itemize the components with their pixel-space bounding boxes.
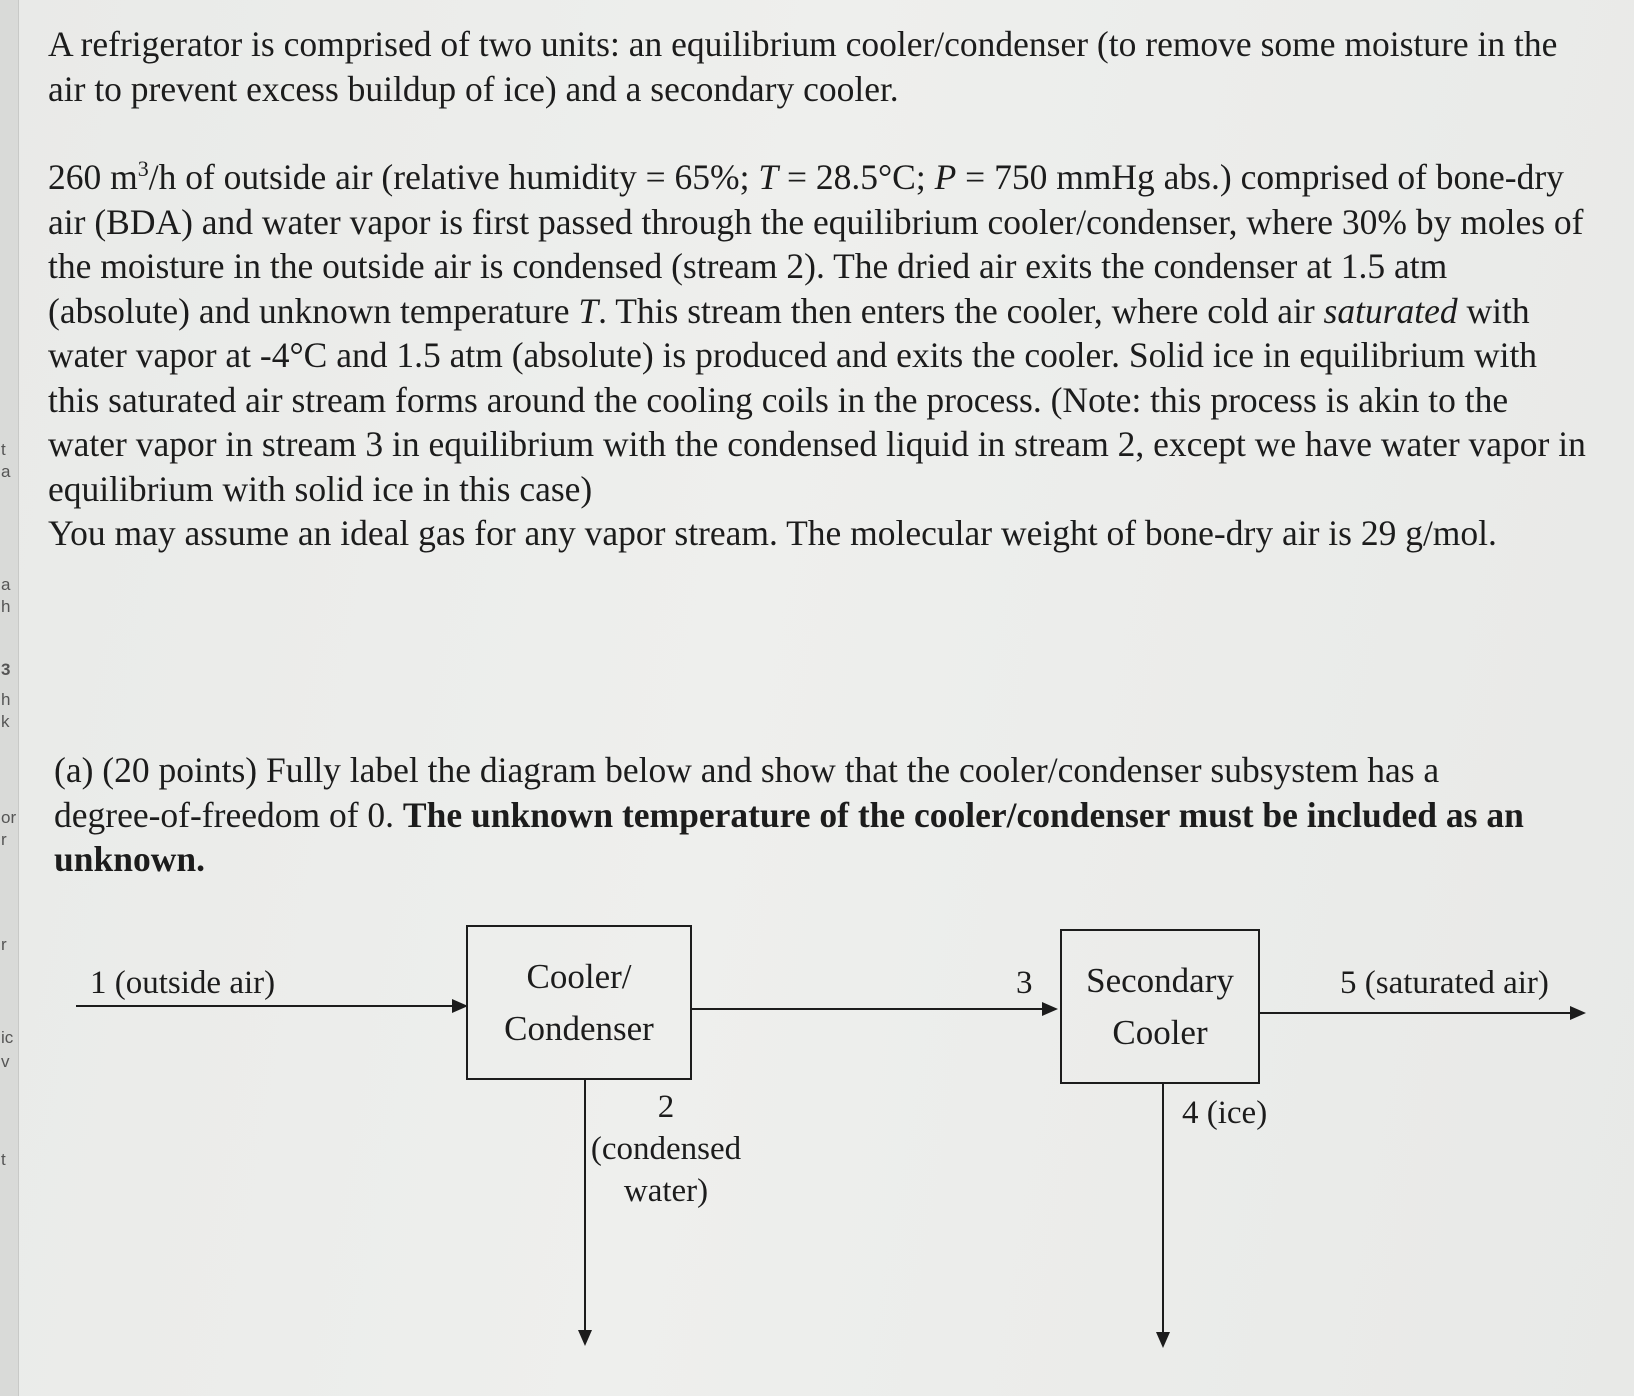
unit-1-label-line2: Condenser <box>504 1008 654 1048</box>
margin-fragment: a <box>1 462 11 481</box>
unit-2-label-line1: Secondary <box>1086 960 1234 1000</box>
stream-4-line <box>1162 1084 1164 1334</box>
arrow-right-icon <box>1570 1006 1586 1020</box>
margin-fragment: t <box>1 440 6 459</box>
stream-2-number: 2 <box>657 1089 675 1125</box>
margin-fragment: or <box>1 808 17 827</box>
part-a-text: (a) (20 points) Fully label the diagram below and show that the cooler/condenser subsystem has a degree-of-freedom of 0. <box>54 750 1440 835</box>
intro-paragraph: A refrigerator is comprised of two units: an equilibrium cooler/condenser (to remove some moisture in the air to prevent excess buildup of ice) and a secondary cooler. <box>48 24 1558 109</box>
margin-fragment: k <box>1 712 10 731</box>
stream-2-label-line2: water) <box>623 1173 709 1209</box>
unit-1-label-line1: Cooler/ <box>526 956 632 996</box>
arrow-right-icon <box>1042 1002 1058 1016</box>
stream-5-label: 5 (saturated air) <box>1340 965 1549 1001</box>
margin-fragment: 3 <box>1 660 11 679</box>
margin-fragment: h <box>1 597 11 616</box>
stream-1-line <box>76 1005 454 1007</box>
process-description-paragraph: 260 $m^3/h$ of outside air (relative humidity = 65%; T = 28.5°C; P = 750 mmHg abs.) comprised of bone-dry air (BDA) and water vapor is first passed through the equilibrium cooler/condenser, where 30% by moles of the moisture in the outside air is condensed (stream 2). The dried air exits the condenser at 1.5 atm (absolute) and unknown temperature T. This stream then enters the cooler, where cold air saturated with water vapor at -4°C and 1.5 atm (absolute) is produced and exits the cooler. Solid ice in equilibrium with this saturated air stream forms around the cooling coils in the process. (Note: this process is akin to the water vapor in stream 3 in equilibrium with the condensed liquid in stream 2, except we have water vapor in equilibrium with solid ice in this case) <box>48 156 1586 509</box>
assumption-paragraph: You may assume an ideal gas for any vapor stream. The molecular weight of bone-dry air is 29 g/mol. <box>48 513 1497 553</box>
superscript: 3 <box>137 156 149 181</box>
arrow-down-icon <box>578 1330 592 1346</box>
margin-fragment: t <box>1 1150 6 1169</box>
stream-4-label: 4 (ice) <box>1182 1095 1268 1131</box>
cooler-condenser-unit <box>466 925 692 1080</box>
margin-fragment: v <box>1 1052 10 1071</box>
arrow-down-icon <box>1156 1332 1170 1348</box>
emphasis-saturated: saturated <box>1323 290 1458 331</box>
secondary-cooler-unit <box>1060 929 1260 1084</box>
margin-fragment: r <box>1 830 7 849</box>
stream-5-line <box>1260 1012 1572 1014</box>
margin-fragment: ic <box>1 1028 14 1047</box>
margin-fragment: a <box>1 575 11 594</box>
margin-fragment: r <box>1 935 7 954</box>
part-a-bold-instruction: The unknown temperature of the cooler/condenser must be included as an unknown. <box>54 794 1524 879</box>
unit-2-label-line2: Cooler <box>1112 1012 1208 1052</box>
stream-2-label-line1: (condensed <box>590 1131 742 1167</box>
stream-3-label: 3 <box>1016 965 1033 1001</box>
stream-3-line <box>692 1008 1042 1010</box>
margin-fragment: h <box>1 690 11 709</box>
stream-1-label: 1 (outside air) <box>90 965 276 1001</box>
